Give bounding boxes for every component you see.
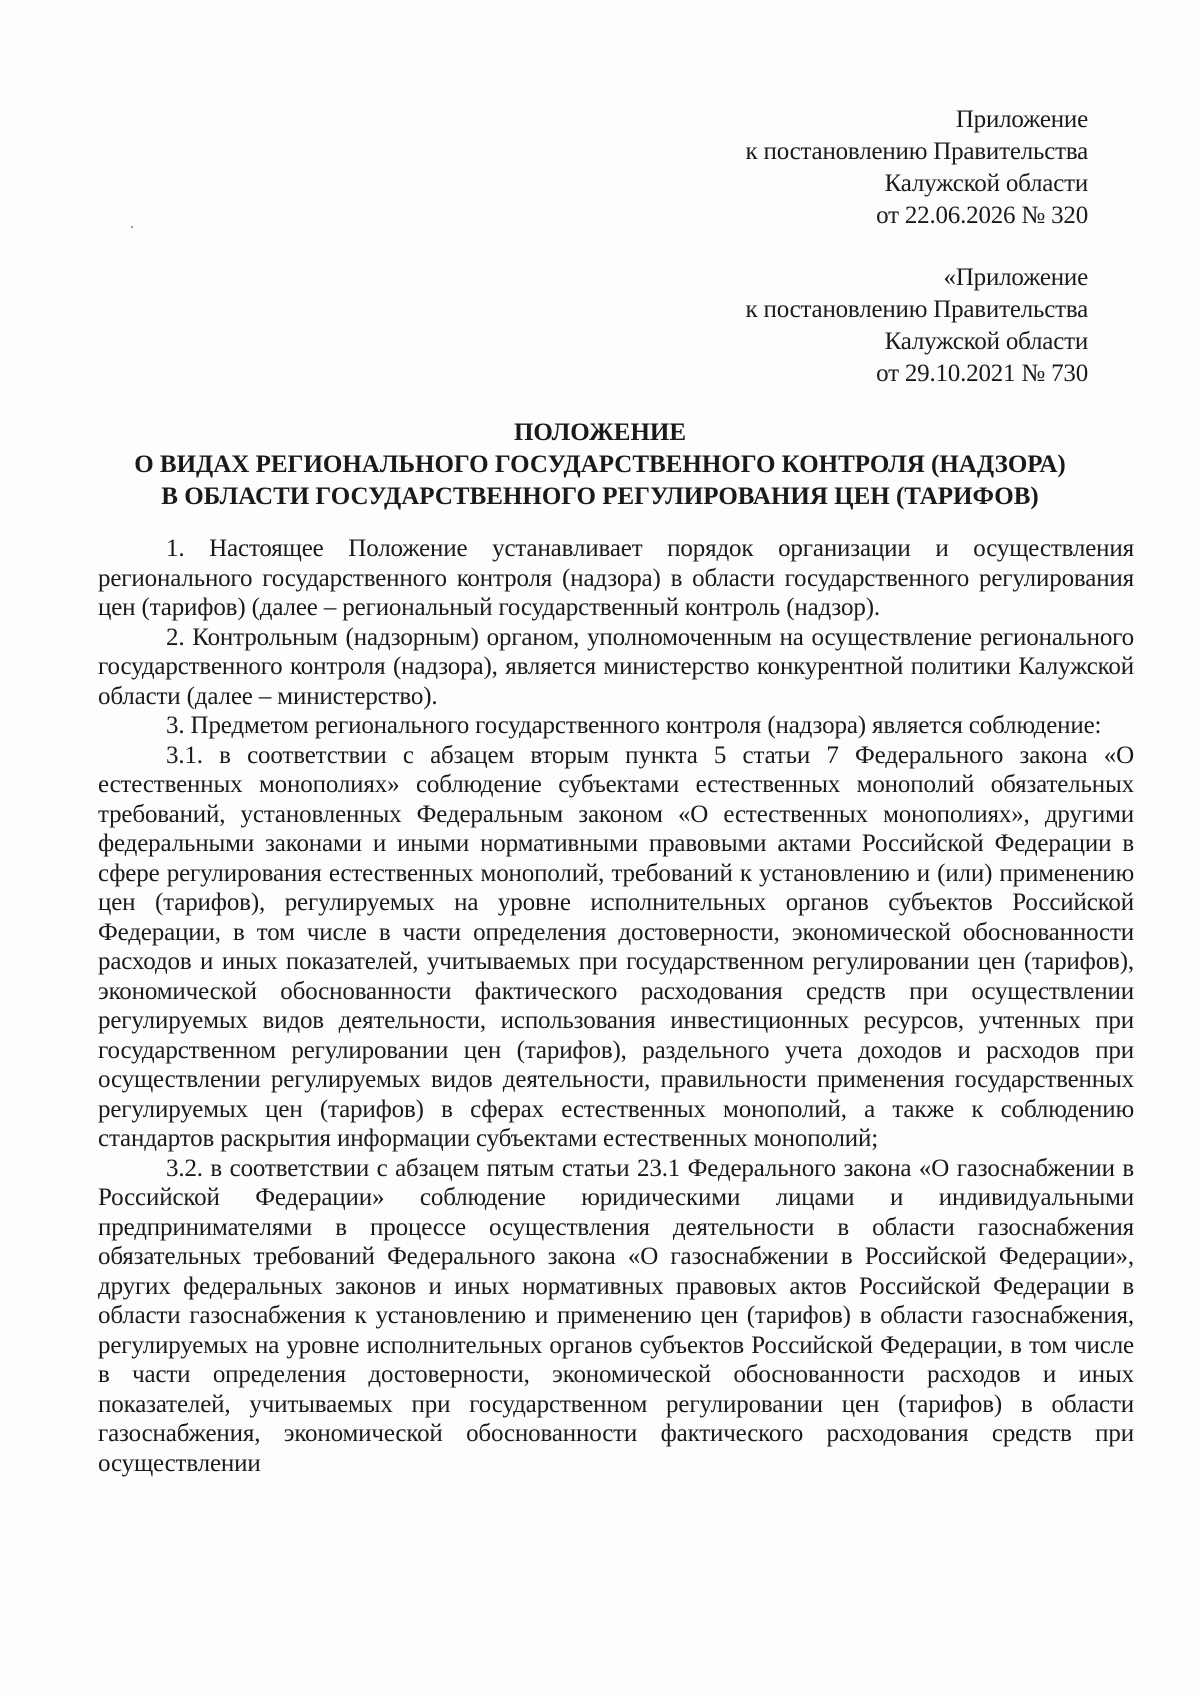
title-line: ПОЛОЖЕНИЕ [513, 419, 687, 446]
attachment-header-original [746, 262, 1088, 390]
paragraph-3-2: 3.2. в соответствии с абзацем пятым статьи 23.1 Федерального закона «О газоснабжении в Российской Федерации» соблюдение юридическими лицами и индивидуальными предпринимателями в процессе осуществления деятельности в области газоснабжения обязательных требований Федерального закона «О газоснабжении в Российской Федерации», других федеральных законов и иных нормативных правовых актов Российской Федерации в области газоснабжения к установлению и применению цен (тарифов) в области газоснабжения, регулируемых на уровне исполнительных органов субъектов Российской Федерации, в том числе в части определения достоверности, экономической обоснованности расходов и иных показателей, учитываемых при государственном регулировании цен (тарифов) в области газоснабжения, экономической обоснованности фактического расходования средств при осуществлении [98, 1154, 1134, 1477]
scan-speck [131, 226, 133, 228]
paragraph-2: 2. Контрольным (надзорным) органом, уполномоченным на осуществление регионального государственного контроля (надзора), является министерство конкурентной политики Калужской области (далее – министерство). [98, 623, 1134, 710]
attachment-line: Калужской области [884, 170, 1088, 197]
paragraph-3: 3. Предметом регионального государственного контроля (надзора) является соблюдение: [166, 712, 1102, 739]
document-body [98, 534, 1134, 1478]
attachment-line: к постановлению Правительства [745, 296, 1088, 323]
paragraph-3-1: 3.1. в соответствии с абзацем вторым пункта 5 статьи 7 Федерального закона «О естественных монополиях» соблюдение субъектами естественных монополий обязательных требований, установленных Федеральным законом «О естественных монополиях», другими федеральными законами и иными нормативными правовыми актами Российской Федерации в сфере регулирования естественных монополий, требований к установлению и (или) применению цен (тарифов), регулируемых на уровне исполнительных органов субъектов Российской Федерации, в том числе в части определения достоверности, экономической обоснованности расходов и иных показателей, учитываемых при государственном регулировании цен (тарифов), экономической обоснованности фактического расходования средств при осуществлении регулируемых видов деятельности, использования инвестиционных ресурсов, учтенных при государственном регулировании цен (тарифов), раздельного учета доходов и расходов при осуществлении регулируемых видов деятельности, правильности применения государственных регулируемых цен (тарифов) в сферах естественных монополий, а также к соблюдению стандартов раскрытия информации субъектами естественных монополий; [98, 741, 1134, 1152]
attachment-line: Калужской области [884, 328, 1088, 355]
attachment-header-new [746, 104, 1088, 232]
title-line: О ВИДАХ РЕГИОНАЛЬНОГО ГОСУДАРСТВЕННОГО КОНТРОЛЯ (НАДЗОРА) [134, 451, 1066, 478]
attachment-line: «Приложение [943, 264, 1088, 291]
attachment-date-line: от 22.06.2026 № 320 [876, 202, 1088, 229]
attachment-date-line: от 29.10.2021 № 730 [876, 360, 1088, 387]
document-title [60, 417, 1140, 513]
title-line: В ОБЛАСТИ ГОСУДАРСТВЕННОГО РЕГУЛИРОВАНИЯ ЦЕН (ТАРИФОВ) [161, 483, 1039, 510]
attachment-line: Приложение [955, 106, 1088, 133]
attachment-line: к постановлению Правительства [745, 138, 1088, 165]
paragraph-1: 1. Настоящее Положение устанавливает порядок организации и осуществления регионального государственного контроля (надзора) в области государственного регулирования цен (тарифов) (далее – региональный государственный контроль (надзор). [98, 535, 1134, 621]
